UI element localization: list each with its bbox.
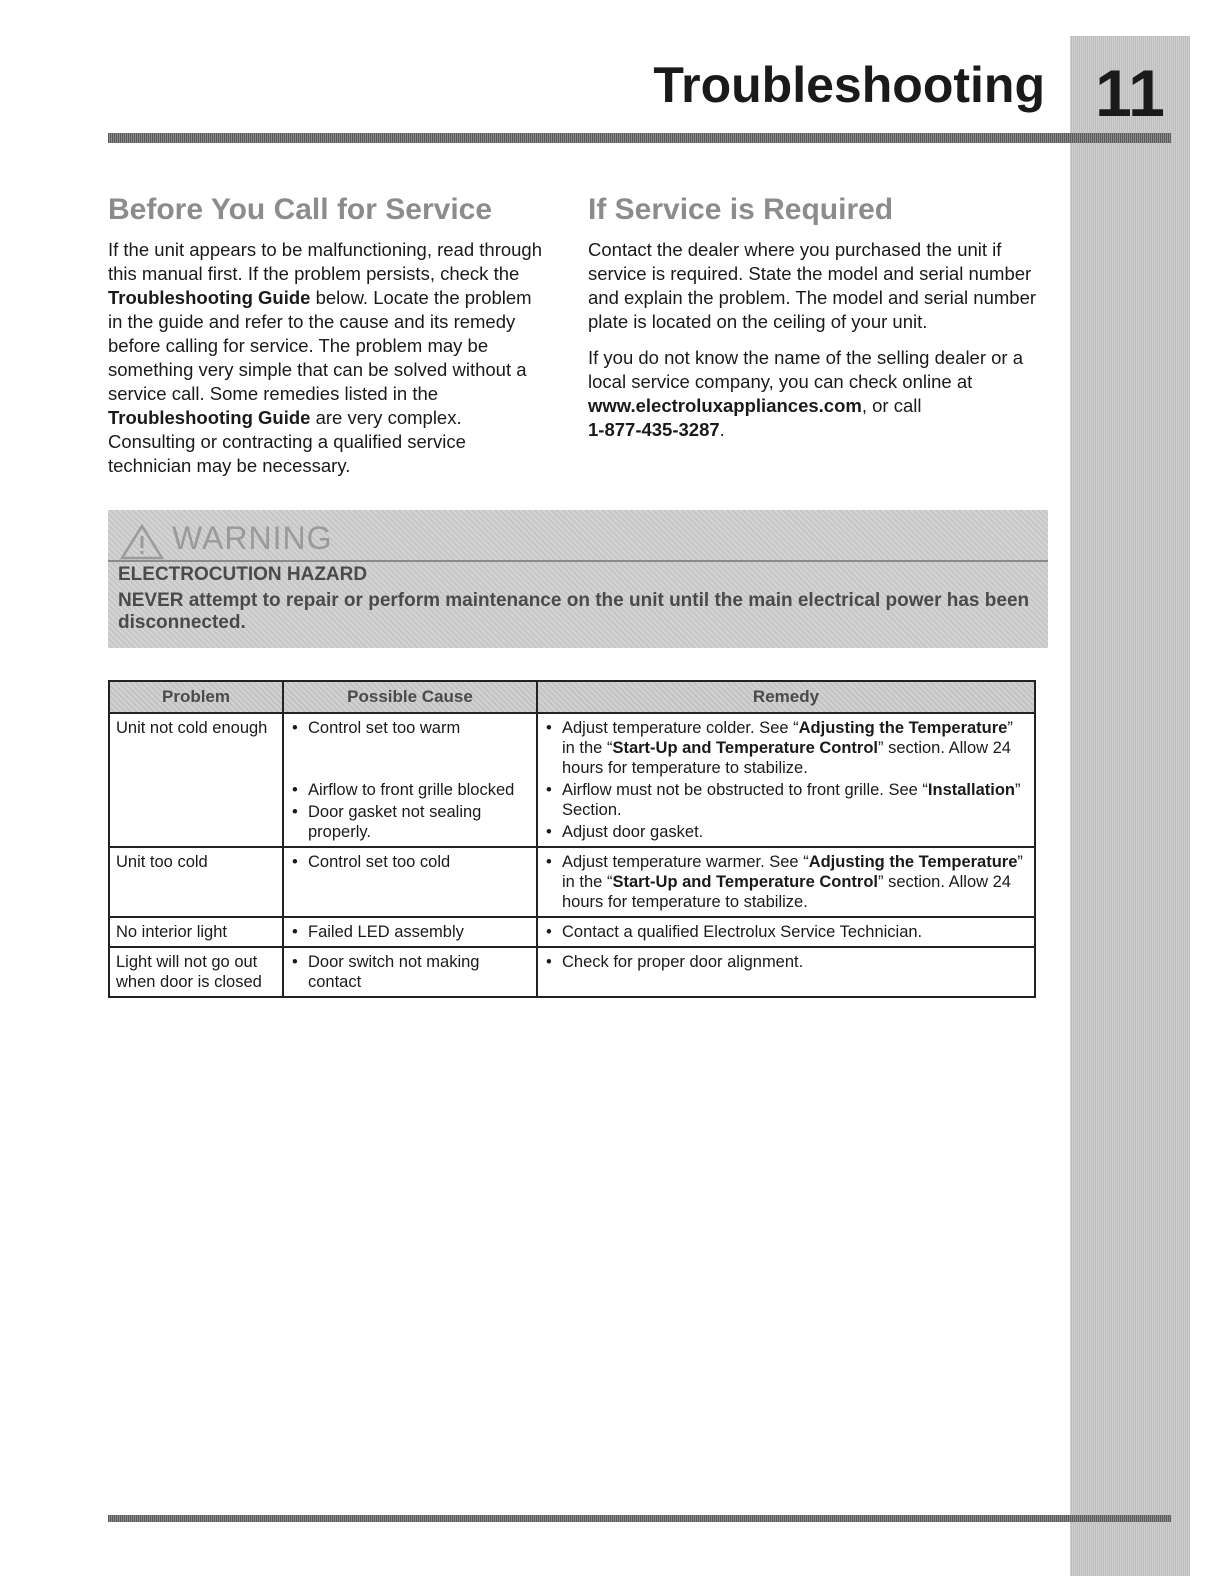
before-service-section [108,193,548,478]
problem-cell: Unit too cold [109,847,283,917]
warning-title: WARNING [172,520,333,556]
header-possible-cause: Possible Cause [283,681,537,713]
page-number: 11 [1095,56,1165,130]
cause-item: • Control set too cold [290,852,530,872]
table-row [109,713,1035,847]
cause-item: • Airflow to front grille blocked [290,780,530,800]
troubleshooting-guide-ref: Troubleshooting Guide [108,406,311,428]
troubleshooting-table [108,680,1036,998]
remedy-item: • Adjust temperature colder. See “Adjusting the Temperature” in the “Start-Up and Temperature Control” section. Allow 24 hours for temperature to stabilize. [544,718,1028,778]
warning-subtitle: ELECTROCUTION HAZARD [118,564,368,585]
footer-rule [108,1515,1171,1522]
problem-cell: Light will not go out when door is closed [109,947,283,997]
remedy-item: • Adjust temperature warmer. See “Adjusting the Temperature” in the “Start-Up and Temperature Control” section. Allow 24 hours for temperature to stabilize. [544,852,1028,912]
cause-cell [283,947,537,997]
header-problem: Problem [109,681,283,713]
cause-item: • Door gasket not sealing properly. [290,802,530,842]
table-row [109,947,1035,997]
remedy-cell [537,947,1035,997]
remedy-item: • Adjust door gasket. [544,822,1028,842]
problem-cell: Unit not cold enough [109,713,283,847]
before-service-paragraph: If the unit appears to be malfunctioning, read through this manual first. If the problem persists, check the Troubleshooting Guide below. Locate the problem in the guide and refer to the cause and its remedy before calling for service. The problem may be something very simple that can be solved without a service call. Some remedies listed in the Troubleshooting Guide are very complex. Consulting or contracting a qualified service technician may be necessary. [108,238,543,476]
remedy-cell [537,917,1035,947]
cause-item: • Failed LED assembly [290,922,530,942]
cause-cell [283,917,537,947]
service-required-section [588,193,1048,442]
page-title: Troubleshooting [653,57,1045,113]
cause-cell [283,847,537,917]
cause-item: • Door switch not making contact [290,952,530,992]
warning-triangle-icon [120,524,164,560]
remedy-cell [537,847,1035,917]
cause-cell [283,713,537,847]
service-required-paragraph-1: Contact the dealer where you purchased the unit if service is required. State the model and serial number and explain the problem. The model and serial number plate is located on the ceiling of your unit. [588,238,1037,332]
header-remedy: Remedy [537,681,1035,713]
before-service-heading: Before You Call for Service [108,193,493,226]
header-rule [108,133,1171,143]
warning-text: NEVER attempt to repair or perform maintenance on the unit until the main electrical power has been disconnected. [118,590,1030,633]
remedy-cell [537,713,1035,847]
cause-item: • Control set too warm [290,718,530,738]
service-required-heading: If Service is Required [588,193,894,226]
side-tab [1070,36,1190,1576]
problem-cell: No interior light [109,917,283,947]
phone-number: 1-877-435-3287 [588,418,720,440]
website-link[interactable]: www.electroluxappliances.com [588,394,862,416]
warning-box [108,510,1048,648]
table-row [109,917,1035,947]
remedy-item: • Airflow must not be obstructed to front grille. See “Installation” Section. [544,780,1028,820]
remedy-item: • Check for proper door alignment. [544,952,1028,972]
troubleshooting-guide-ref: Troubleshooting Guide [108,286,311,308]
remedy-item: • Contact a qualified Electrolux Service Technician. [544,922,1028,942]
warning-header [108,516,1048,562]
service-required-paragraph-2: If you do not know the name of the selling dealer or a local service company, you can check online at www.electroluxappliances.com, or call 1-877-435-3287. [588,346,1024,440]
table-row [109,847,1035,917]
